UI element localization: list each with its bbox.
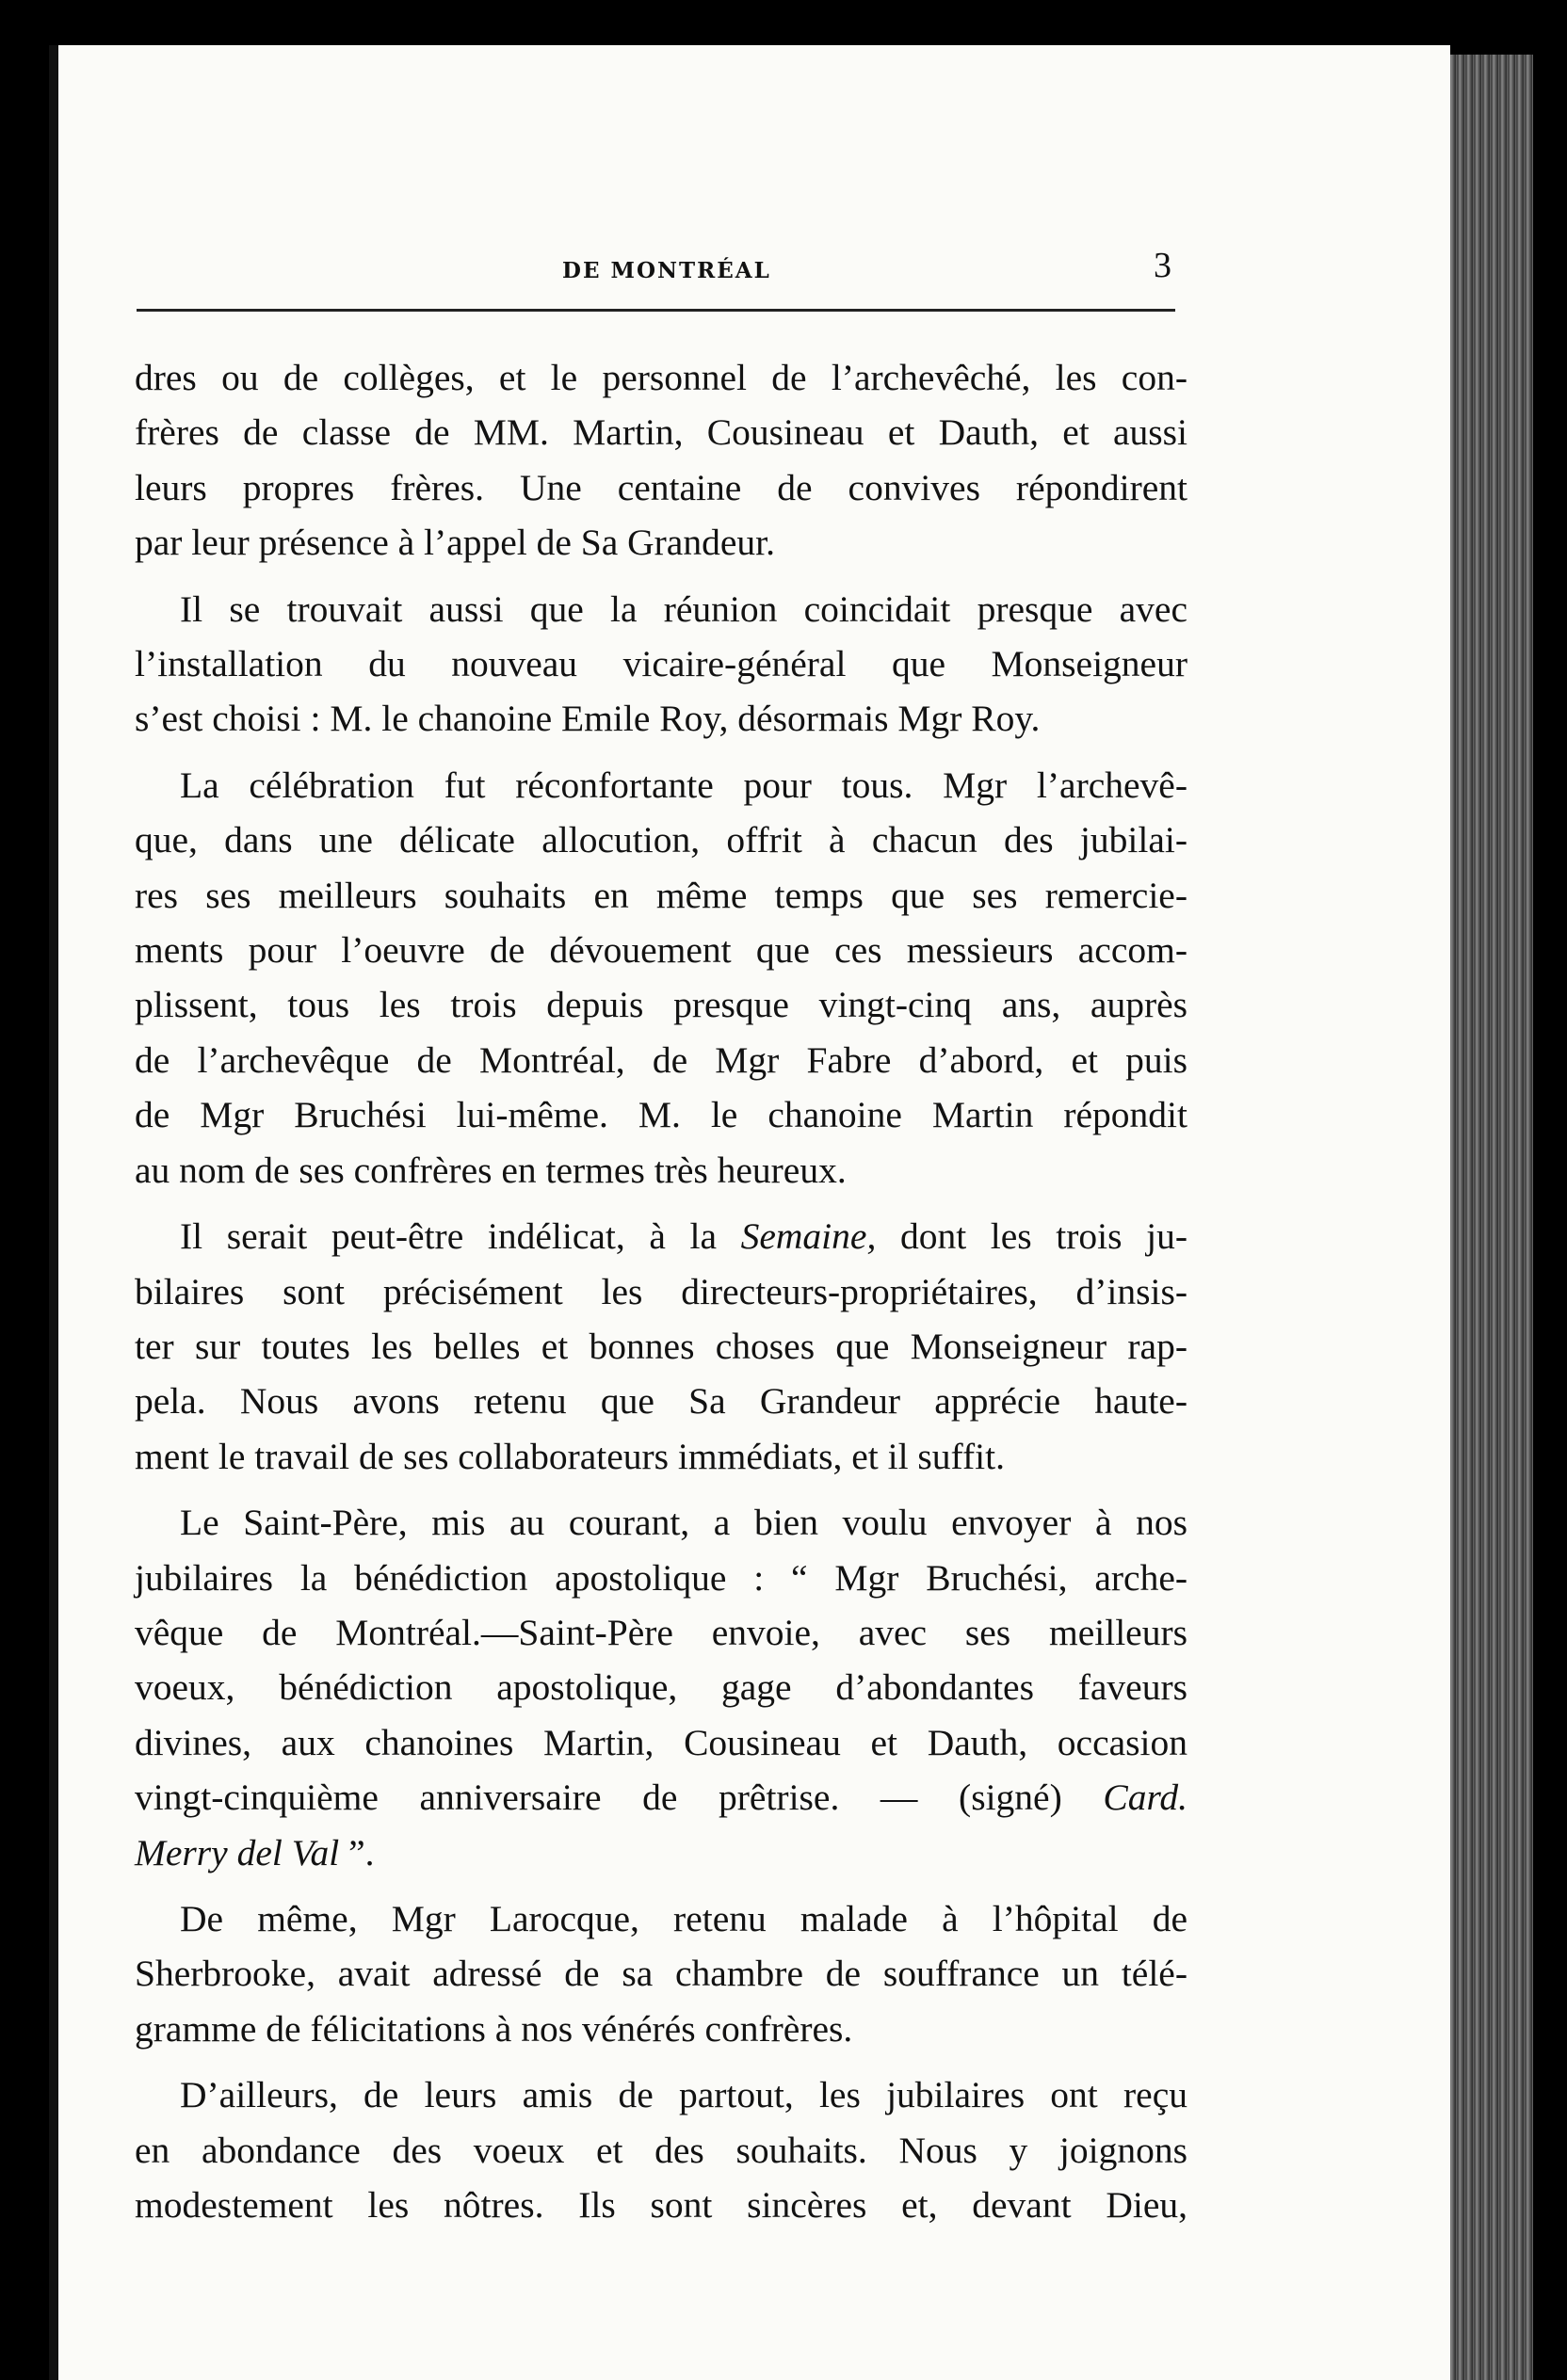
header-rule bbox=[137, 309, 1175, 312]
paragraph bbox=[135, 1891, 1187, 2056]
text-line: par leur présence à l’appel de Sa Grandeur. bbox=[135, 522, 775, 564]
text-run: ”. bbox=[339, 1831, 375, 1873]
text-line: gramme de félicitations à nos vénérés confrères. bbox=[135, 2007, 853, 2050]
book-page-edges bbox=[1439, 55, 1533, 2380]
text-line: De même, Mgr Larocque, retenu malade à l’hôpital de bbox=[180, 1897, 1187, 1939]
text-line: Le Saint-Père, mis au courant, a bien voulu envoyer à nos bbox=[180, 1502, 1187, 1544]
publication-title: Semaine, bbox=[740, 1215, 877, 1258]
text-run: Il serait peut-être indélicat, à la bbox=[180, 1215, 741, 1258]
text-line: ment le travail de ses collaborateurs immédiats, et il suffit. bbox=[135, 1435, 1005, 1477]
text-line: bilaires sont précisément les directeurs-propriétaires, d’insis- bbox=[135, 1270, 1187, 1312]
signature-italic: Card. bbox=[1103, 1777, 1187, 1819]
text-line: La célébration fut réconfortante pour tous. Mgr l’archevê- bbox=[180, 764, 1187, 806]
scan-corner bbox=[1533, 26, 1567, 64]
text-line bbox=[135, 1770, 1187, 1825]
text-line: pela. Nous avons retenu que Sa Grandeur apprécie haute- bbox=[135, 1380, 1187, 1423]
text-line: jubilaires la bénédiction apostolique : “ Mgr Bruchési, arche- bbox=[135, 1556, 1187, 1599]
text-line bbox=[135, 1825, 1187, 1880]
text-run: vingt-cinquième anniversaire de prêtrise. — (signé) bbox=[135, 1777, 1104, 1819]
text-line: res ses meilleurs souhaits en même temps que ses remercie- bbox=[135, 874, 1187, 916]
text-line: en abondance des voeux et des souhaits. Nous y joignons bbox=[135, 2129, 1187, 2171]
text-line: que, dans une délicate allocution, offrit à chacun des jubilai- bbox=[135, 819, 1187, 861]
paragraph bbox=[135, 2067, 1187, 2232]
page-header bbox=[137, 245, 1172, 298]
text-line: dres ou de collèges, et le personnel de l’archevêché, les con- bbox=[135, 357, 1187, 398]
paragraph bbox=[135, 758, 1187, 1198]
text-line: de l’archevêque de Montréal, de Mgr Fabre d’abord, et puis bbox=[135, 1038, 1187, 1081]
page-number: 3 bbox=[1154, 246, 1171, 285]
text-line: leurs propres frères. Une centaine de convives répondirent bbox=[135, 466, 1187, 508]
paragraph bbox=[135, 582, 1187, 747]
body-text bbox=[135, 350, 1187, 2243]
paragraph bbox=[135, 1209, 1187, 1484]
text-line: modestement les nôtres. Ils sont sincères et, devant Dieu, bbox=[135, 2184, 1187, 2226]
text-line: ter sur toutes les belles et bonnes choses que Monseigneur rap- bbox=[135, 1325, 1187, 1367]
text-line: au nom de ses confrères en termes très heureux. bbox=[135, 1149, 847, 1191]
text-line: Il se trouvait aussi que la réunion coincidait presque avec bbox=[180, 587, 1187, 630]
paragraph bbox=[135, 1495, 1187, 1880]
signature-italic: Merry del Val bbox=[135, 1831, 340, 1873]
text-line: l’installation du nouveau vicaire-général que Monseigneur bbox=[135, 643, 1187, 685]
text-line: voeux, bénédiction apostolique, gage d’abondantes faveurs bbox=[135, 1666, 1187, 1709]
text-line bbox=[135, 1209, 1187, 1263]
paragraph bbox=[135, 350, 1187, 571]
text-line: divines, aux chanoines Martin, Cousineau et Dauth, occasion bbox=[135, 1721, 1187, 1763]
text-run: dont les trois ju- bbox=[876, 1215, 1187, 1258]
text-line: plissent, tous les trois depuis presque vingt-cinq ans, auprès bbox=[135, 984, 1187, 1026]
text-line: de Mgr Bruchési lui-même. M. le chanoine Martin répondit bbox=[135, 1094, 1187, 1136]
text-line: Sherbrooke, avait adressé de sa chambre de souffrance un télé- bbox=[135, 1953, 1187, 1995]
running-head: DE MONTRÉAL bbox=[562, 258, 771, 283]
text-line: D’ailleurs, de leurs amis de partout, les jubilaires ont reçu bbox=[180, 2074, 1187, 2116]
text-line: frères de classe de MM. Martin, Cousineau et Dauth, et aussi bbox=[135, 411, 1187, 454]
text-line: vêque de Montréal.—Saint-Père envoie, avec ses meilleurs bbox=[135, 1611, 1187, 1653]
text-line: ments pour l’oeuvre de dévouement que ces messieurs accom- bbox=[135, 929, 1187, 972]
text-line: s’est choisi : M. le chanoine Emile Roy, désormais Mgr Roy. bbox=[135, 698, 1041, 740]
